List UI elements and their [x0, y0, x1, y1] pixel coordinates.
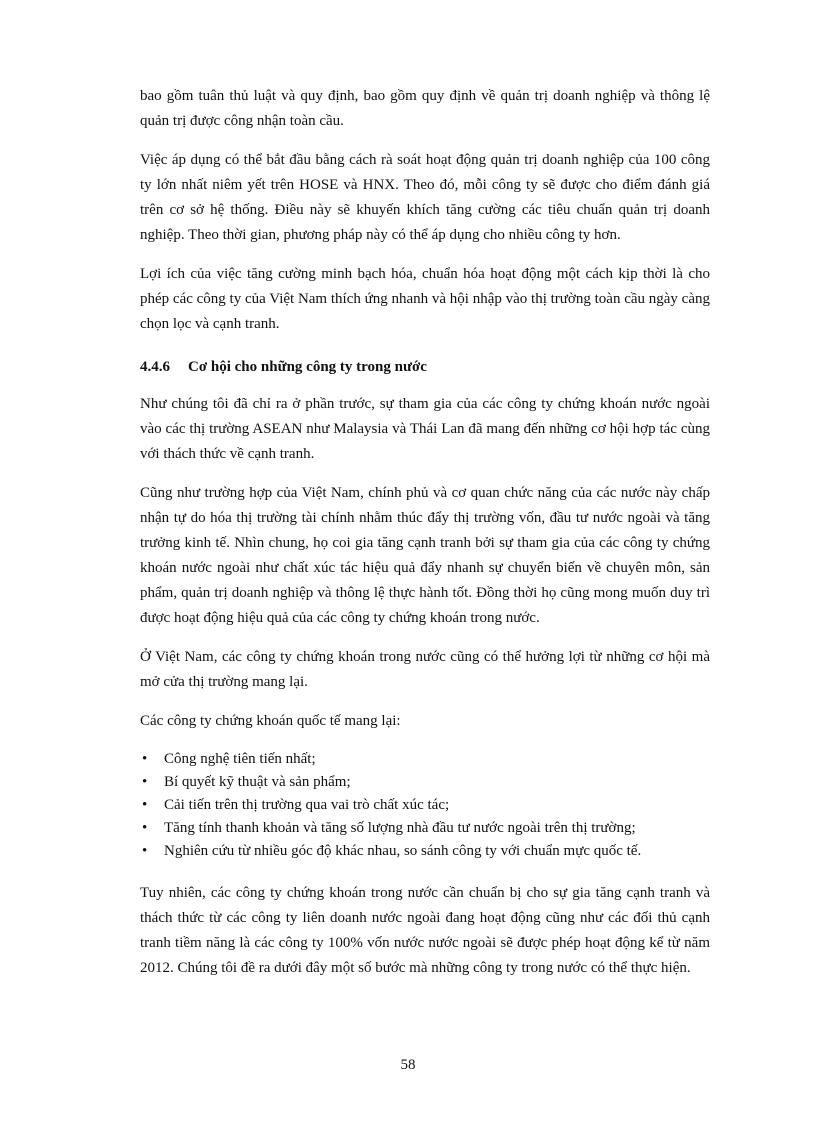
bullet-icon: •: [142, 843, 148, 859]
list-item-text: Công nghệ tiên tiến nhất;: [164, 751, 316, 767]
bullet-icon: •: [142, 751, 148, 767]
list-item-text: Cải tiến trên thị trường qua vai trò chất xúc tác;: [164, 797, 450, 813]
page-content: [140, 84, 710, 995]
list-item: [140, 840, 710, 863]
paragraph: Cũng như trường hợp của Việt Nam, chính phủ và cơ quan chức năng của các nước này chấp nhận tự do hóa thị trường tài chính nhằm thúc đẩy thị trường vốn, đầu tư nước ngoài và tăng trưởng kinh tế. Nhìn chung, họ coi gia tăng cạnh tranh bởi sự tham gia của các công ty chứng khoán nước ngoài như chất xúc tác hiệu quả đẩy nhanh sự chuyển biến về chuyên môn, sản phẩm, quản trị doanh nghiệp và thông lệ thực hành tốt. Đồng thời họ cũng mong muốn duy trì được hoạt động hiệu quả của các công ty chứng khoán trong nước.: [140, 485, 710, 626]
page-number: 58: [400, 1057, 416, 1073]
paragraph: bao gồm tuân thủ luật và quy định, bao gồm quy định về quản trị doanh nghiệp và thông lệ quản trị được công nhận toàn cầu.: [140, 88, 710, 129]
paragraph: Như chúng tôi đã chỉ ra ở phần trước, sự tham gia của các công ty chứng khoán nước ngoài vào các thị trường ASEAN như Malaysia và Thái Lan đã mang đến những cơ hội hợp tác cùng với thách thức về cạnh tranh.: [140, 396, 710, 462]
paragraph: Việc áp dụng có thể bắt đầu bằng cách rà soát hoạt động quản trị doanh nghiệp của 100 công ty lớn nhất niêm yết trên HOSE và HNX. Theo đó, mỗi công ty sẽ được cho điểm đánh giá trên cơ sở hệ thống. Điều này sẽ khuyến khích tăng cường các tiêu chuẩn quản trị doanh nghiệp. Theo thời gian, phương pháp này có thể áp dụng cho nhiều công ty hơn.: [140, 152, 710, 243]
bullet-icon: •: [142, 774, 148, 790]
bullet-icon: •: [142, 797, 148, 813]
paragraph: Các công ty chứng khoán quốc tế mang lại:: [140, 713, 401, 729]
bullet-list: [140, 748, 710, 863]
paragraph: Tuy nhiên, các công ty chứng khoán trong nước cần chuẩn bị cho sự gia tăng cạnh tranh và thách thức từ các công ty liên doanh nước ngoài đang hoạt động cũng như các đối thủ cạnh tranh tiềm năng là các công ty 100% vốn nước nước ngoài sẽ được phép hoạt động kể từ năm 2012. Chúng tôi đề ra dưới đây một số bước mà những công ty trong nước có thể thực hiện.: [140, 885, 710, 976]
list-item-text: Bí quyết kỹ thuật và sản phẩm;: [164, 774, 351, 790]
paragraph: Ở Việt Nam, các công ty chứng khoán trong nước cũng có thể hưởng lợi từ những cơ hội mà mở cửa thị trường mang lại.: [140, 649, 710, 690]
bullet-icon: •: [142, 820, 148, 836]
list-item: [140, 771, 710, 794]
paragraph: Lợi ích của việc tăng cường minh bạch hóa, chuẩn hóa hoạt động một cách kịp thời là cho phép các công ty của Việt Nam thích ứng nhanh và hội nhập vào thị trường toàn cầu ngày càng chọn lọc và cạnh tranh.: [140, 266, 710, 332]
list-item: [140, 817, 710, 840]
list-item: [140, 794, 710, 817]
list-item-text: Nghiên cứu từ nhiều góc độ khác nhau, so sánh công ty với chuẩn mực quốc tế.: [164, 843, 642, 859]
list-item-text: Tăng tính thanh khoản và tăng số lượng nhà đầu tư nước ngoài trên thị trường;: [164, 820, 636, 836]
list-item: [140, 748, 710, 771]
section-title: Cơ hội cho những công ty trong nước: [188, 359, 427, 375]
section-heading: [140, 355, 710, 380]
section-number: 4.4.6: [140, 359, 170, 375]
